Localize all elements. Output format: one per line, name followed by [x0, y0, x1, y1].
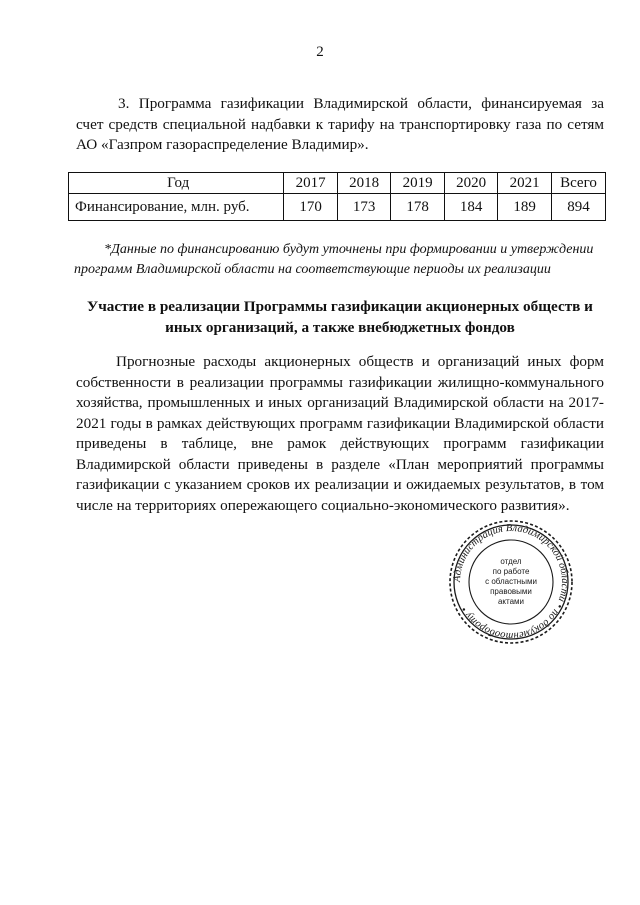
stamp-center-line: с областными	[485, 577, 537, 586]
stamp-ring-text: Администрация Владимирской области • по документообороту •	[451, 522, 571, 642]
text-line: приведены в таблице, вне рамок действующих программ газификации	[76, 435, 604, 452]
footnote-line: программ Владимирской области на соответствующие периоды их реализации	[74, 262, 551, 277]
financing-footnote	[74, 240, 604, 280]
section-heading	[70, 296, 610, 338]
header-cell: Всего	[551, 173, 605, 194]
text-line: АО «Газпром газораспределение Владимир».	[76, 136, 369, 153]
page-number: 2	[316, 44, 324, 60]
footnote-line: *Данные по финансированию будут уточнены при формировании и утверждении	[104, 242, 594, 257]
text-line: 2021 годы в рамках действующих программ газификации Владимирской области	[76, 414, 604, 432]
stamp-center-line: отдел	[500, 557, 522, 566]
header-cell: 2017	[284, 173, 338, 194]
header-cell: 2019	[391, 173, 445, 194]
text-line: Владимирской области приведены в разделе «План мероприятий программы	[76, 455, 604, 473]
header-cell: 2020	[444, 173, 498, 194]
value-cell: 189	[498, 194, 552, 221]
stamp-center-line: актами	[497, 597, 525, 606]
text-line: числе на территориях опережающего социально-экономического развития».	[76, 496, 570, 514]
header-cell: 2018	[337, 173, 391, 194]
row-label-cell: Финансирование, млн. руб.	[69, 194, 284, 221]
heading-line: Участие в реализации Программы газификации акционерных обществ и	[87, 298, 593, 315]
value-cell: 894	[551, 194, 605, 221]
table-row	[69, 194, 606, 221]
financing-table	[68, 172, 606, 221]
official-stamp	[446, 520, 576, 644]
text-line: 3. Программа газификации Владимирской области, финансируемая за	[118, 95, 604, 112]
text-line: счет средств специальной надбавки к тарифу на транспортировку газа по сетям	[76, 115, 604, 133]
program-item-paragraph	[76, 94, 604, 156]
body-paragraph	[76, 352, 604, 516]
stamp-center-line: по работе	[492, 567, 530, 576]
text-line: газификации с указанием сроков их реализации и ожидаемых результатов, в том	[76, 476, 604, 493]
value-cell: 173	[337, 194, 391, 221]
header-cell: 2021	[498, 173, 552, 194]
stamp-seal-icon	[446, 520, 576, 644]
header-cell: Год	[69, 173, 284, 194]
table-header-row	[69, 173, 606, 194]
heading-line: иных организаций, а также внебюджетных фондов	[165, 319, 515, 336]
text-line: Прогнозные расходы акционерных обществ и организаций иных форм	[116, 353, 604, 370]
text-line: собственности в реализации программы газификации жилищно-коммунального	[76, 373, 604, 391]
value-cell: 178	[391, 194, 445, 221]
stamp-center-line: правовыми	[490, 587, 532, 596]
text-line: хозяйства, промышленных и иных организаций Владимирской области на 2017-	[76, 394, 604, 411]
value-cell: 170	[284, 194, 338, 221]
value-cell: 184	[444, 194, 498, 221]
